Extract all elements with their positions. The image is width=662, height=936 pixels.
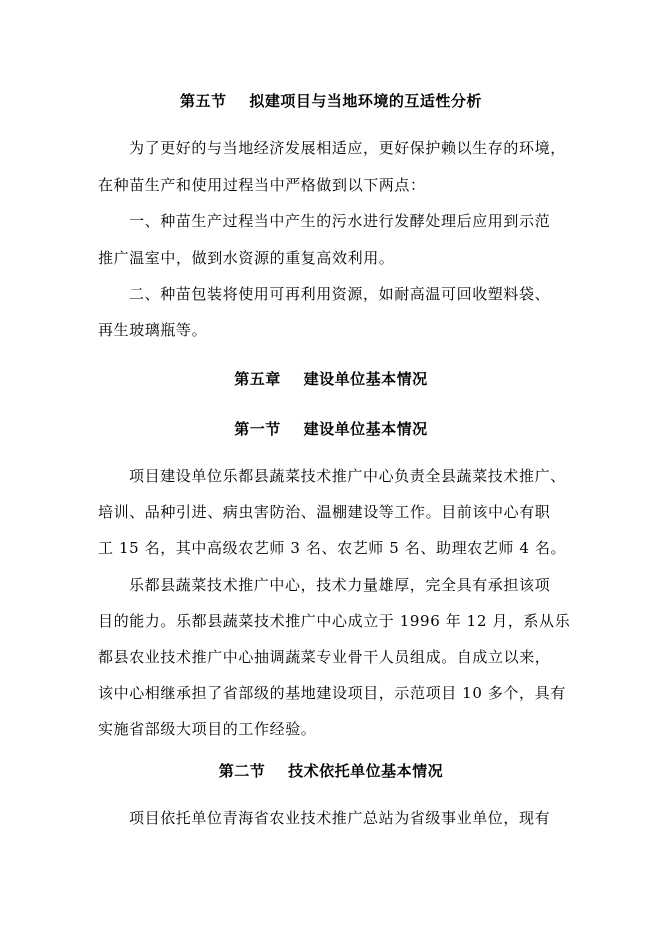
chapter5-heading: 第五章 建设单位基本情况 bbox=[234, 370, 428, 388]
section1-para1-line3: 工 15 名，其中高级农艺师 3 名、农艺师 5 名、助理农艺师 4 名。 bbox=[98, 539, 567, 557]
section5-para1-line1: 为了更好的与当地经济发展相适应，更好保护赖以生存的环境， bbox=[129, 139, 566, 157]
section1-para1-line2: 培训、品种引进、病虫害防治、温棚建设等工作。目前该中心有职 bbox=[98, 503, 551, 521]
section1-para1-line1: 项目建设单位乐都县蔬菜技术推广中心负责全县蔬菜技术推广、 bbox=[129, 467, 566, 485]
section1-heading: 第一节 建设单位基本情况 bbox=[234, 420, 428, 438]
section1-para2-line5: 实施省部级大项目的工作经验。 bbox=[98, 720, 317, 738]
section5-point1-line1: 一、种苗生产过程当中产生的污水进行发酵处理后应用到示范 bbox=[129, 212, 551, 230]
section2-heading: 第二节 技术依托单位基本情况 bbox=[218, 762, 444, 780]
section2-para1-line1: 项目依托单位青海省农业技术推广总站为省级事业单位，现有 bbox=[129, 809, 551, 827]
section5-point1-line2: 推广温室中，做到水资源的重复高效利用。 bbox=[98, 249, 395, 267]
section5-heading: 第五节 拟建项目与当地环境的互适性分析 bbox=[180, 92, 482, 110]
section1-para2-line1: 乐都县蔬菜技术推广中心，技术力量雄厚，完全具有承担该项 bbox=[129, 576, 551, 594]
section1-para2-line2: 目的能力。乐都县蔬菜技术推广中心成立于 1996 年 12 月，系从乐 bbox=[98, 612, 571, 630]
section1-para2-line4: 该中心相继承担了省部级的基地建设项目，示范项目 10 多个，具有 bbox=[98, 684, 566, 702]
section5-point2-line2: 再生玻璃瓶等。 bbox=[98, 321, 208, 339]
section5-para1-line2: 在种苗生产和使用过程当中严格做到以下两点： bbox=[98, 176, 426, 194]
section1-para2-line3: 都县农业技术推广中心抽调蔬菜专业骨干人员组成。自成立以来， bbox=[98, 648, 551, 666]
section5-point2-line1: 二、种苗包装将使用可再利用资源，如耐高温可回收塑料袋、 bbox=[129, 285, 551, 303]
